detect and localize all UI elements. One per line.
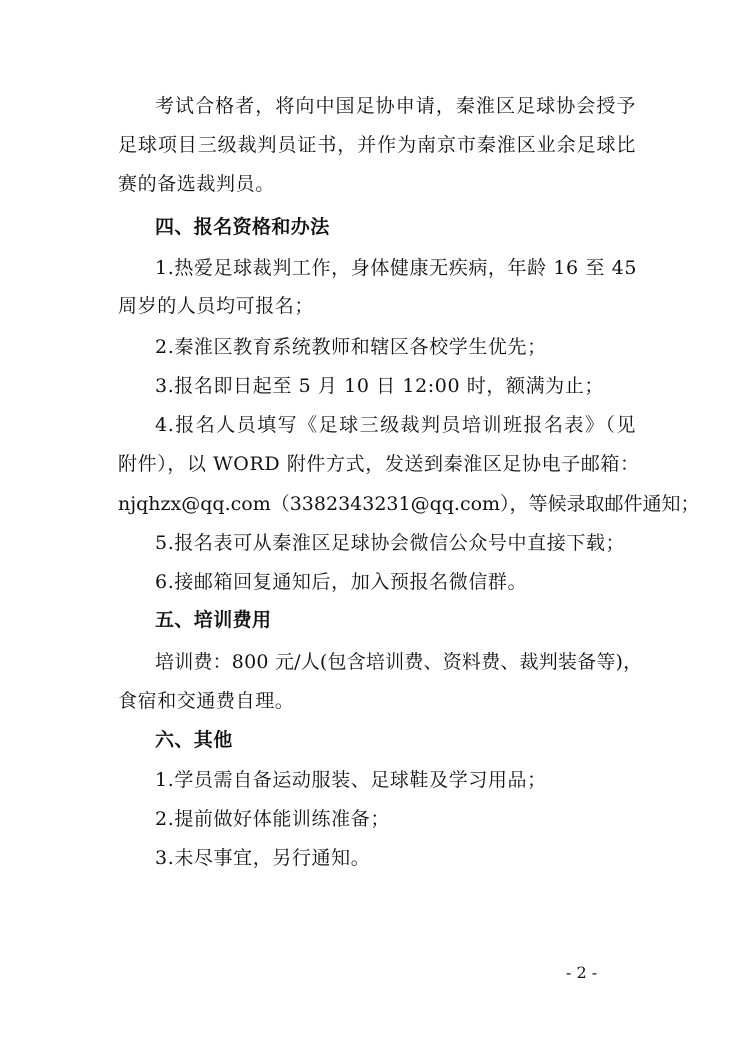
paragraph-line: 食宿和交通费自理。 <box>118 690 295 712</box>
list-item: 1.热爱足球裁判工作，身体健康无疾病，年龄 16 至 45 <box>155 257 638 279</box>
list-item: 4.报名人员填写《足球三级裁判员培训班报名表》（见 <box>155 414 636 436</box>
list-item-continuation: 附件），以 WORD 附件方式，发送到秦淮区足协电子邮箱： <box>118 453 640 475</box>
paragraph-line: 培训费：800 元/人(包含培训费、资料费、裁判装备等)， <box>155 651 643 673</box>
list-item: 2.提前做好体能训练准备； <box>155 808 390 830</box>
list-item: 5.报名表可从秦淮区足球协会微信公众号中直接下载； <box>155 532 626 554</box>
email-line: njqhzx@qq.com（3382343231@qq.com），等候录取邮件通知； <box>118 493 700 515</box>
list-item-continuation: 周岁的人员均可报名； <box>118 295 315 317</box>
list-item: 2.秦淮区教育系统教师和辖区各校学生优先； <box>155 336 547 358</box>
list-item: 3.未尽事宜，另行通知。 <box>155 847 371 869</box>
page-number: - 2 - <box>566 963 598 982</box>
section-heading-fees: 五、培训费用 <box>155 609 272 631</box>
paragraph-line: 赛的备选裁判员。 <box>118 173 275 195</box>
list-item: 6.接邮箱回复通知后，加入预报名微信群。 <box>155 571 528 593</box>
section-heading-other: 六、其他 <box>155 729 233 751</box>
list-item: 3.报名即日起至 5 月 10 日 12:00 时，额满为止； <box>155 375 604 397</box>
paragraph-line: 足球项目三级裁判员证书，并作为南京市秦淮区业余足球比 <box>118 134 636 156</box>
section-heading-registration: 四、报名资格和办法 <box>155 216 330 238</box>
paragraph-line: 考试合格者，将向中国足协申请，秦淮区足球协会授予 <box>155 95 636 117</box>
list-item: 1.学员需自备运动服装、足球鞋及学习用品； <box>155 769 547 791</box>
